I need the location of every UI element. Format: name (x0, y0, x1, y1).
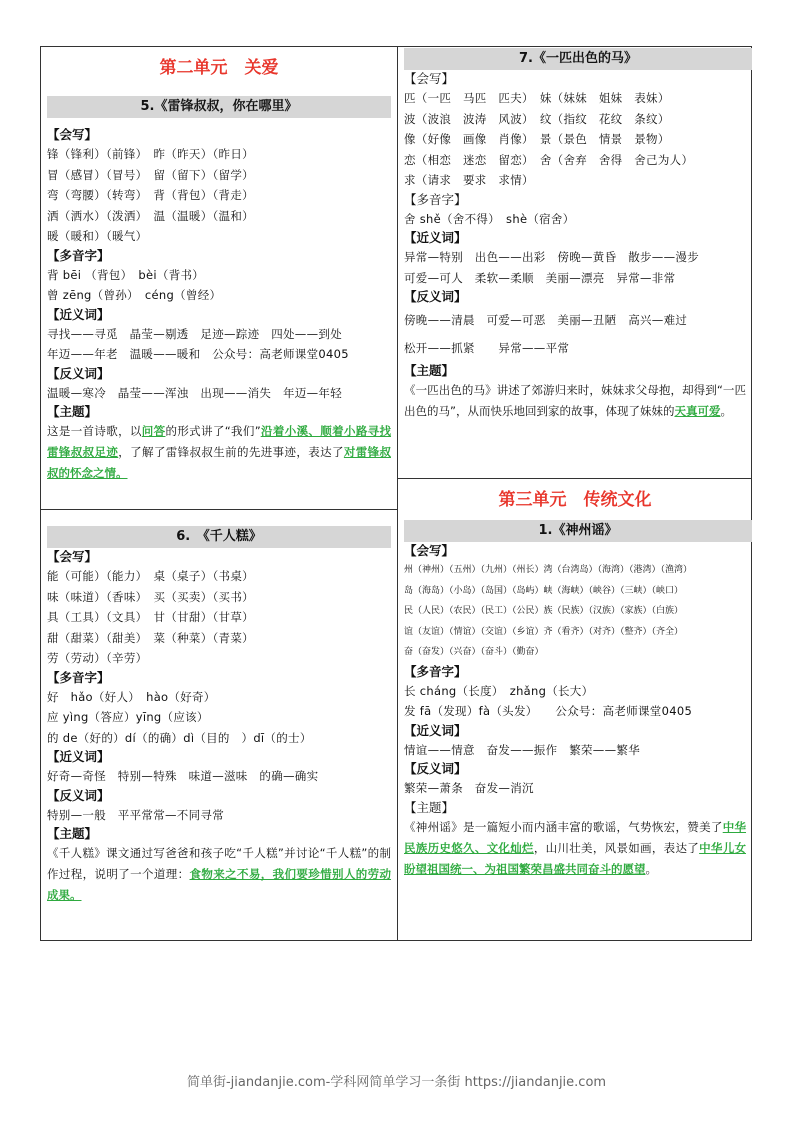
lesson7-title: 7.《一匹出色的马》 (404, 48, 752, 70)
theme-run: 《千人糕》课文通过写爸爸和孩子吃“千人糕”并讨论“千人糕”的制作过程，说明了一个道理： (47, 846, 391, 881)
lesson5-title: 5.《雷锋叔叔，你在哪里》 (47, 96, 391, 118)
section-label: 【近义词】 (404, 230, 467, 245)
section-label: 【反义词】 (47, 365, 110, 381)
lesson7-panel (398, 48, 752, 422)
word-line: 松开——抓紧 异常——平常 (404, 341, 570, 355)
highlight-text: 中华民族历史悠久、文化灿烂 (404, 819, 747, 855)
footer-text: 简单街-jiandanjie.com-学科网简单学习一条街 https://jiandanjie.com (186, 1075, 607, 1090)
word-line: 曾 zēng（曾孙） céng（曾经） (47, 288, 222, 302)
highlight-text: 中华儿女盼望祖国统一、为祖国繁荣昌盛共同奋斗的愿望 (404, 840, 747, 876)
word-line: 舍 shě（舍不得） shè（宿舍） (404, 211, 575, 226)
word-line: 繁荣—萧条 奋发—消沉 (404, 781, 534, 795)
section-label: 【多音字】 (404, 663, 467, 679)
word-line: 应 yìng（答应）yīng（应该） (47, 710, 209, 724)
word-line: 可爱—可人 柔软—柔顺 美丽—漂亮 异常—非常 (404, 270, 676, 285)
word-line: 能（可能）（能力） 桌（桌子）（书桌） (47, 569, 254, 583)
word-line: 求（请求 要求 求情） (404, 173, 534, 187)
theme-text (47, 843, 391, 906)
word-line: 奋（奋发）（兴奋）（奋斗）（勤奋） (404, 647, 544, 657)
unit2-title: 第二单元 关爱 (159, 58, 279, 78)
left-section-divider (40, 509, 397, 510)
word-line: 州（神州）（五州）（九州）（州长）湾（台湾岛）（海湾）（港湾）（渔湾） (404, 565, 693, 575)
section-label: 【反义词】 (404, 761, 467, 776)
watermark-text: 公众号：高老师课堂0405 (555, 704, 693, 718)
section-label: 【多音字】 (47, 669, 110, 685)
section-label: 【会写】 (404, 543, 455, 558)
section-label: 【会写】 (404, 71, 455, 86)
section-label: 【近义词】 (47, 749, 110, 764)
word-line (404, 701, 752, 722)
word-line: 寻找——寻觅 晶莹—剔透 足迹—踪迹 四处——到处 (47, 326, 342, 341)
word-text: 年迈——年老 温暖——暖和 (47, 347, 213, 361)
section-label: 【主题】 (404, 363, 455, 378)
word-line: 谊（友谊）（情谊）（交谊）（乡谊）齐（看齐）（对齐）（整齐）（齐全） (404, 626, 684, 637)
theme-run: 。 (645, 861, 657, 876)
section-label: 【近义词】 (404, 722, 467, 738)
lesson1-title: 1.《神州谣》 (404, 520, 752, 542)
word-line: 味（味道）（香味） 买（买卖）（买书） (47, 589, 254, 604)
section-label: 【多音字】 (47, 247, 110, 263)
section-label: 【会写】 (47, 549, 98, 564)
unit3-title: 第三单元 传统文化 (498, 490, 652, 510)
theme-text (47, 421, 391, 484)
word-line: 像（好像 画像 肖像） 景（景色 情景 景物） (404, 132, 670, 146)
word-line: 波（波浪 波涛 风波） 纹（指纹 花纹 条纹） (404, 111, 670, 126)
word-line: 好奇—奇怪 特别—特殊 味道—滋味 的确—确实 (47, 769, 319, 783)
word-line: 民（人民）（农民）（民工）（公民）族（民族）（汉族）（家族）（白族） (404, 606, 684, 616)
word-line: 甜（甜菜）（甜美） 菜（种菜）（青菜） (47, 630, 254, 645)
unit3-panel (398, 488, 752, 880)
theme-run: 《一匹出色的马》讲述了郊游归来时，妹妹求父母抱，却得到“一匹出色的马”，从而快乐地回到家的故事，体现了妹妹的 (404, 383, 746, 418)
word-line: 岛（海岛）（小岛）（岛国）（岛屿）峡（海峡）（峡谷）（三峡）（峡口） (404, 585, 684, 596)
word-line: 具（工具）（文具） 甘（甘甜）（甘草） (47, 610, 254, 624)
word-line: 弯（弯腰）（转弯） 背（背包）（背走） (47, 188, 254, 202)
highlight-text: 食物来之不易，我们要珍惜别人的劳动成果。 (47, 867, 391, 902)
word-line: 长 cháng（长度） zhǎng（长大） (404, 683, 594, 698)
section-label: 【反义词】 (404, 289, 467, 304)
section-label: 【会写】 (47, 127, 98, 142)
theme-run: 《神州谣》是一篇短小而内涵丰富的歌谣，气势恢宏，赞美了 (404, 819, 723, 834)
lesson6-panel (41, 526, 397, 906)
word-line: 情谊——情意 奋发——振作 繁荣——繁华 (404, 742, 640, 757)
section-label: 【近义词】 (47, 306, 110, 322)
word-line: 暖（暖和）（暖气） (47, 229, 148, 243)
theme-run: 。 (720, 404, 732, 418)
highlight-text: 对雷锋叔叔的怀念之情。 (47, 445, 391, 480)
watermark-text: 公众号：高老师课堂0405 (212, 347, 349, 361)
word-line: 锋（锋利）（前锋） 昨（昨天）（昨日） (47, 147, 254, 161)
section-label: 【主题】 (404, 799, 455, 815)
theme-run: 这是一首诗歌，以 (47, 424, 142, 438)
highlight-text: 天真可爱 (674, 404, 721, 418)
section-label: 【主题】 (47, 404, 98, 419)
highlight-text: 沿着小溪、顺着小路寻找雷锋叔叔足迹 (47, 424, 392, 459)
right-section-divider (397, 478, 752, 479)
word-line: 劳（劳动）（辛劳） (47, 651, 148, 665)
word-line: 异常—特别 出色——出彩 傍晚—黄昏 散步——漫步 (404, 250, 699, 264)
theme-run: 的形式讲了“我们” (165, 424, 261, 438)
word-line: 特别—一般 平平常常—不同寻常 (47, 807, 224, 822)
theme-run: ，了解了雷锋叔叔生前的先进事迹，表达了 (118, 445, 344, 459)
word-line: 傍晚——清晨 可爱—可恶 美丽—丑陋 高兴—难过 (404, 313, 688, 327)
lesson6-title: 6. 《千人糕》 (47, 526, 391, 548)
word-line: 温暖—寒冷 晶莹——浑浊 出现——消失 年迈—年轻 (47, 385, 342, 400)
word-line: 匹（一匹 马匹 匹夫） 妹（妹妹 姐妹 表妹） (404, 91, 670, 105)
section-label: 【主题】 (47, 826, 98, 841)
word-line: 的 de（好的）dí（的确）dì（目的 ）dī（的士） (47, 730, 312, 745)
word-line: 恋（相恋 迷恋 留恋） 舍（舍弃 舍得 舍己为人） (404, 152, 694, 167)
theme-text (404, 380, 746, 422)
word-line: 背 bēi （背包） bèi（背书） (47, 267, 205, 282)
word-line: 好 hǎo（好人） hào（好奇） (47, 689, 216, 704)
highlight-text: 问答 (141, 424, 166, 438)
theme-text (404, 817, 746, 880)
theme-run: ，山川壮美，风景如画，表达了 (533, 840, 700, 855)
word-text: 发 fā（发现）fà（头发） (404, 704, 556, 718)
word-line: 洒（洒水）（泼洒） 温（温暖）（温和） (47, 208, 254, 223)
word-line: 冒（感冒）（冒号） 留（留下）（留学） (47, 167, 254, 182)
lesson5-panel (41, 56, 397, 484)
word-line (47, 344, 397, 365)
section-label: 【反义词】 (47, 787, 110, 803)
section-label: 【多音字】 (404, 191, 467, 207)
